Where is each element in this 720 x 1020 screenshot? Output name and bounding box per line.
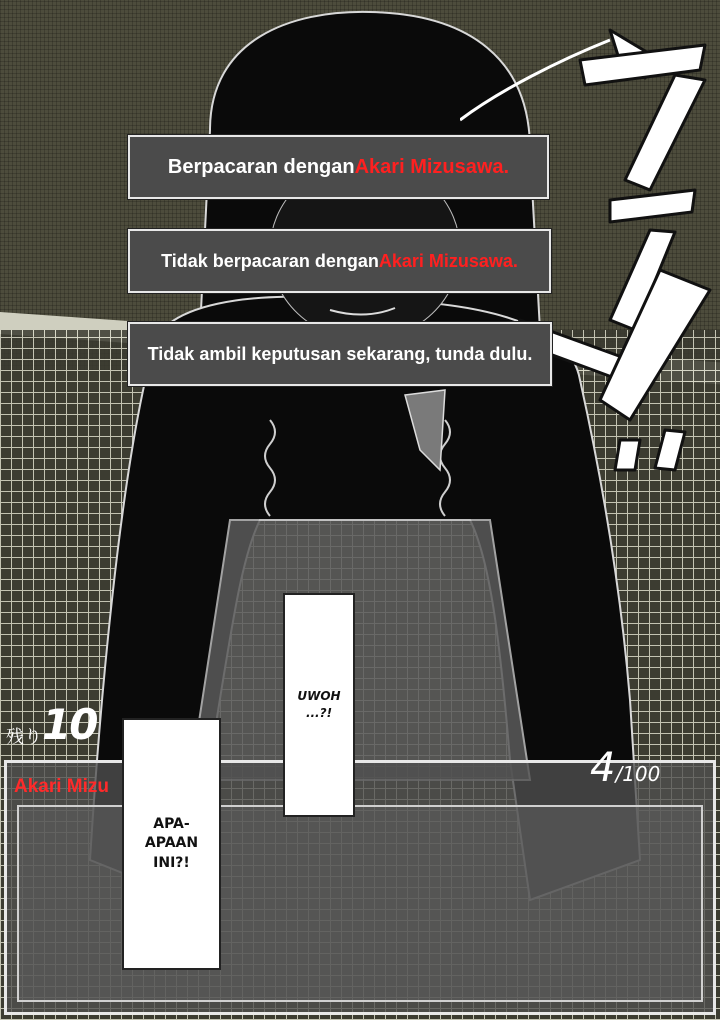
- choice-1-name: Akari Mizusawa.: [354, 155, 510, 178]
- dialog-text-area: [17, 805, 703, 1002]
- remaining-counter: [6, 700, 96, 749]
- choice-date-akari[interactable]: [128, 135, 549, 199]
- remaining-label: 残り: [6, 727, 42, 747]
- speaker-name: Akari Mizu: [14, 776, 110, 797]
- counter-total: /100: [615, 762, 661, 786]
- speech-bubble-uwoh: UWOH ...?!: [283, 593, 355, 817]
- choice-postpone[interactable]: [128, 322, 552, 386]
- choice-not-date-akari[interactable]: [128, 229, 551, 293]
- speech-bubble-apa-apaan: APA- APAAN INI?!: [122, 718, 221, 970]
- choice-1-text: Berpacaran dengan: [167, 155, 355, 178]
- choice-2-text: Tidak berpacaran dengan: [161, 250, 379, 271]
- affection-counter: [590, 745, 660, 791]
- choice-2-name: Akari Mizusawa.: [378, 250, 518, 271]
- counter-current: 4: [590, 745, 616, 791]
- dialog-box[interactable]: [4, 760, 716, 1015]
- remaining-value: 10: [42, 700, 97, 749]
- choice-3-text: Tidak ambil keputusan sekarang, tunda dulu.: [147, 343, 533, 364]
